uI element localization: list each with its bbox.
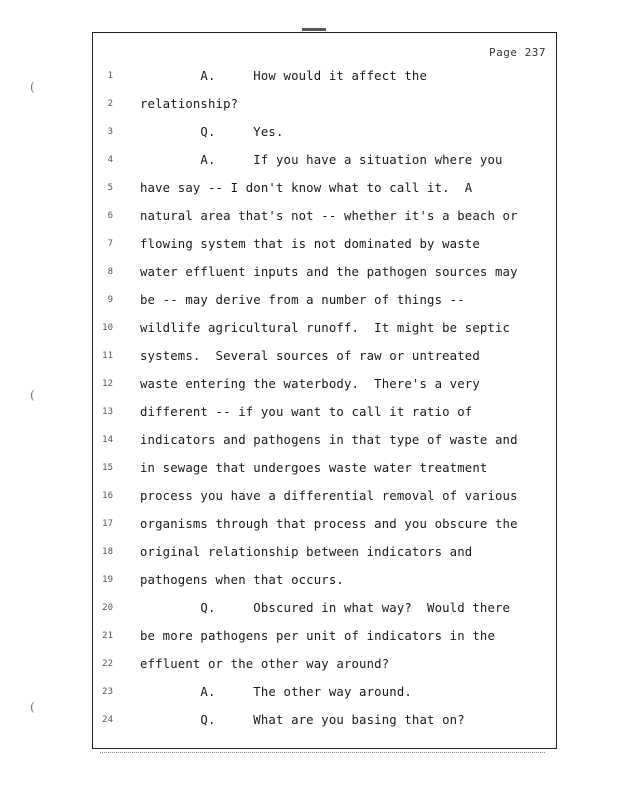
transcript-line (93, 543, 556, 561)
line-number: 7 (107, 239, 113, 249)
transcript-line (93, 375, 556, 393)
transcript-line (93, 627, 556, 645)
transcript-line (93, 235, 556, 253)
transcript-line (93, 683, 556, 701)
transcript-line (93, 347, 556, 365)
line-number: 21 (102, 631, 113, 641)
line-text: A. How would it affect the (140, 69, 428, 83)
line-text: Q. Yes. (140, 125, 284, 139)
line-number: 22 (102, 659, 113, 669)
line-number: 20 (102, 603, 113, 613)
line-number: 5 (107, 183, 113, 193)
line-text: waste entering the waterbody. There's a very (140, 377, 480, 391)
line-text: relationship? (140, 97, 239, 111)
line-number: 13 (102, 407, 113, 417)
line-text: original relationship between indicators and (140, 545, 473, 559)
margin-mark: ( (30, 388, 35, 402)
line-number: 19 (102, 575, 113, 585)
line-number: 15 (102, 463, 113, 473)
scan-speckle (100, 752, 545, 755)
line-number: 9 (107, 295, 113, 305)
line-text: have say -- I don't know what to call it. A (140, 181, 473, 195)
margin-mark: ( (30, 700, 35, 714)
line-number: 6 (107, 211, 113, 221)
transcript-line (93, 711, 556, 729)
transcript-line (93, 487, 556, 505)
transcript-line (93, 67, 556, 85)
margin-mark: ( (30, 80, 35, 94)
line-number: 1 (107, 71, 113, 81)
transcript-line (93, 319, 556, 337)
transcript-line (93, 599, 556, 617)
line-number: 18 (102, 547, 113, 557)
line-text: A. The other way around. (140, 685, 412, 699)
line-text: Q. What are you basing that on? (140, 713, 465, 727)
transcript-lines (93, 33, 556, 748)
transcript-line (93, 571, 556, 589)
transcript-line (93, 151, 556, 169)
line-text: be -- may derive from a number of things -- (140, 293, 465, 307)
line-number: 3 (107, 127, 113, 137)
line-text: be more pathogens per unit of indicators in the (140, 629, 496, 643)
scan-smudge (302, 28, 326, 31)
line-text: organisms through that process and you obscure the (140, 517, 518, 531)
transcript-line (93, 459, 556, 477)
line-text: effluent or the other way around? (140, 657, 390, 671)
line-text: Q. Obscured in what way? Would there (140, 601, 511, 615)
line-number: 12 (102, 379, 113, 389)
line-number: 14 (102, 435, 113, 445)
transcript-line (93, 655, 556, 673)
line-number: 17 (102, 519, 113, 529)
transcript-line (93, 123, 556, 141)
line-number: 2 (107, 99, 113, 109)
transcript-line (93, 515, 556, 533)
line-text: in sewage that undergoes waste water treatment (140, 461, 488, 475)
line-text: systems. Several sources of raw or untreated (140, 349, 480, 363)
line-text: different -- if you want to call it ratio of (140, 405, 473, 419)
line-text: pathogens when that occurs. (140, 573, 344, 587)
line-number: 24 (102, 715, 113, 725)
line-text: indicators and pathogens in that type of waste and (140, 433, 518, 447)
line-number: 4 (107, 155, 113, 165)
line-text: natural area that's not -- whether it's a beach or (140, 209, 518, 223)
transcript-line (93, 95, 556, 113)
transcript-line (93, 263, 556, 281)
transcript-line (93, 291, 556, 309)
page-number: Page 237 (489, 46, 546, 59)
transcript-line (93, 431, 556, 449)
line-text: process you have a differential removal of various (140, 489, 518, 503)
transcript-page (92, 32, 557, 749)
line-text: wildlife agricultural runoff. It might be septic (140, 321, 511, 335)
line-number: 10 (102, 323, 113, 333)
line-text: water effluent inputs and the pathogen sources may (140, 265, 518, 279)
line-number: 16 (102, 491, 113, 501)
transcript-line (93, 403, 556, 421)
line-number: 23 (102, 687, 113, 697)
line-number: 8 (107, 267, 113, 277)
transcript-line (93, 179, 556, 197)
line-text: flowing system that is not dominated by waste (140, 237, 480, 251)
transcript-line (93, 207, 556, 225)
line-number: 11 (102, 351, 113, 361)
line-text: A. If you have a situation where you (140, 153, 503, 167)
